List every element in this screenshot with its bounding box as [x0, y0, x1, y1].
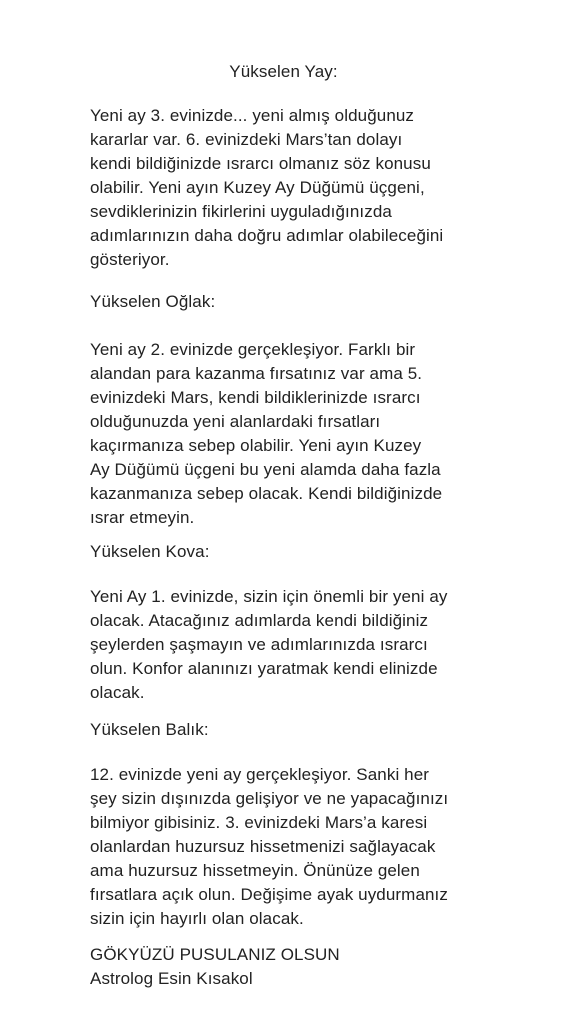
text-line: Yeni ay 3. evinizde... yeni almış olduğunuz [90, 106, 415, 125]
text-line: sizin için hayırlı olan olacak. [90, 909, 304, 928]
text-line: 12. evinizde yeni ay gerçekleşiyor. Sanki her [90, 765, 430, 784]
text-line: kararlar var. 6. evinizdeki Mars’tan dolayı [90, 130, 403, 149]
section-heading-oglak: Yükselen Oğlak: [90, 292, 216, 311]
text-line: gösteriyor. [90, 250, 170, 269]
text-line: kendi bildiğinizde ısrarcı olmanız söz konusu [90, 154, 431, 173]
text-line: olun. Konfor alanınızı yaratmak kendi elinizde [90, 659, 438, 678]
text-line: olanlardan huzursuz hissetmenizi sağlayacak [90, 837, 436, 856]
text-line: alandan para kazanma fırsatınız var ama 5. [90, 364, 423, 383]
section-body-yay [90, 104, 530, 272]
text-line: kazanmanıza sebep olacak. Kendi bildiğinizde [90, 484, 443, 503]
signature-block [90, 943, 530, 991]
text-line: kaçırmanıza sebep olabilir. Yeni ayın Kuzey [90, 436, 422, 455]
closing-phrase: GÖKYÜZÜ PUSULANIZ OLSUN [90, 945, 340, 964]
author-name: Astrolog Esin Kısakol [90, 969, 253, 988]
text-line: bilmiyor gibisiniz. 3. evinizdeki Mars’a karesi [90, 813, 428, 832]
text-line: Ay Düğümü üçgeni bu yeni alamda daha fazla [90, 460, 441, 479]
text-line: olabilir. Yeni ayın Kuzey Ay Düğümü üçgeni, [90, 178, 425, 197]
text-line: şeylerden şaşmayın ve adımlarınızda ısrarcı [90, 635, 428, 654]
text-line: olduğunuzda yeni alanlardaki fırsatları [90, 412, 381, 431]
section-body-oglak [90, 338, 530, 530]
text-line: şey sizin dışınızda gelişiyor ve ne yapacağınızı [90, 789, 449, 808]
text-line: adımlarınızın daha doğru adımlar olabileceğini [90, 226, 444, 245]
text-line: Yeni ay 2. evinizde gerçekleşiyor. Farklı bir [90, 340, 416, 359]
text-line: ama huzursuz hissetmeyin. Önünüze gelen [90, 861, 420, 880]
text-line: sevdiklerinizin fikirlerini uyguladığınızda [90, 202, 392, 221]
text-line: evinizdeki Mars, kendi bildiklerinizde ısrarcı [90, 388, 421, 407]
section-heading-yay: Yükselen Yay: [229, 62, 338, 81]
section-heading-kova: Yükselen Kova: [90, 542, 210, 561]
text-line: olacak. Atacağınız adımlarda kendi bildiğiniz [90, 611, 429, 630]
section-body-balik [90, 763, 530, 931]
text-line: olacak. [90, 683, 145, 702]
text-line: ısrar etmeyin. [90, 508, 195, 527]
section-heading-balik: Yükselen Balık: [90, 720, 209, 739]
text-line: fırsatlara açık olun. Değişime ayak uydurmanız [90, 885, 448, 904]
section-body-kova [90, 585, 530, 705]
text-line: Yeni Ay 1. evinizde, sizin için önemli bir yeni ay [90, 587, 448, 606]
